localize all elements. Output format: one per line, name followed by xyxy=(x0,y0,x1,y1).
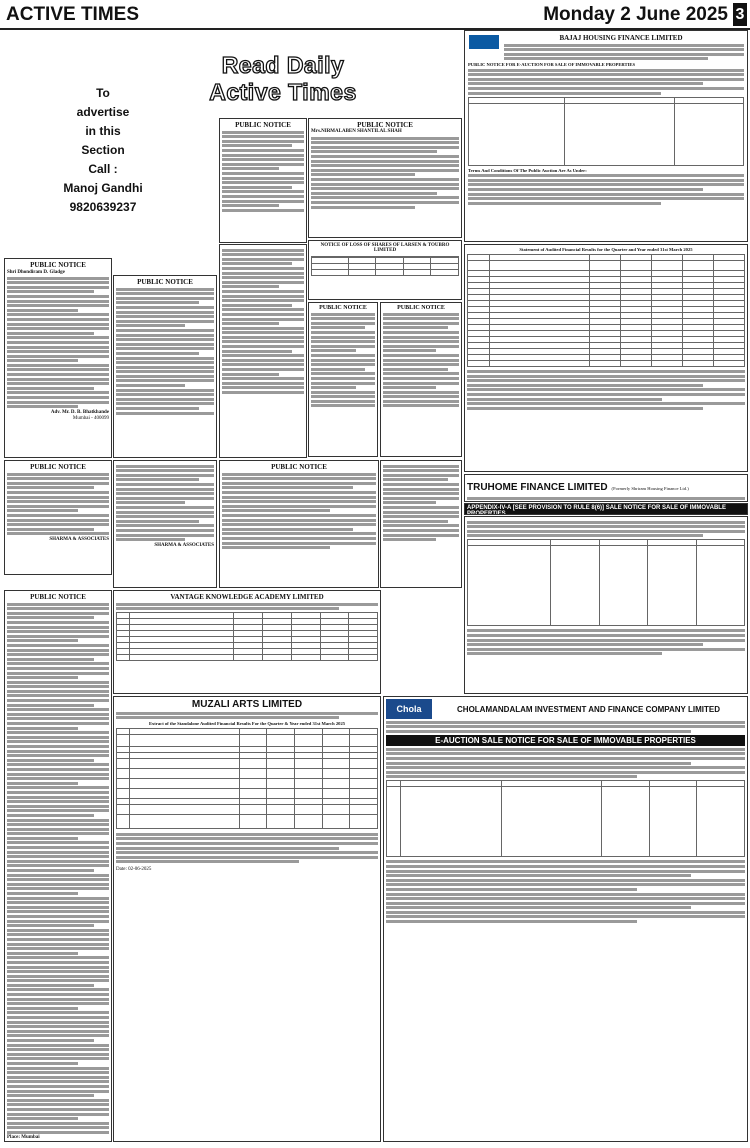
public-notice-7 xyxy=(113,460,217,588)
notice-heading: PUBLIC NOTICE xyxy=(271,463,327,471)
muzali-results xyxy=(113,696,381,1142)
results-table xyxy=(467,254,745,367)
advert-contact-name: Manoj Gandhi xyxy=(63,181,143,195)
notice-heading: PUBLIC NOTICE xyxy=(235,121,291,129)
lost-shares-notice xyxy=(308,240,462,300)
bajaj-housing-notice xyxy=(464,30,748,242)
truhome-table xyxy=(467,539,745,626)
bajaj-property-table xyxy=(468,97,744,166)
notice-body xyxy=(7,277,109,409)
notice-heading: PUBLIC NOTICE xyxy=(319,305,367,311)
muzali-table xyxy=(116,728,378,829)
public-notice-10 xyxy=(4,590,112,1142)
advert-line: in this xyxy=(85,124,121,138)
notice-owner: Shri Dhondiram D. Gladge xyxy=(7,270,65,275)
notice-heading: PUBLIC NOTICE xyxy=(137,278,193,286)
advert-line: To xyxy=(96,86,110,100)
muzali-date: Date: 02-06-2025 xyxy=(116,867,152,873)
advert-line: Section xyxy=(81,143,125,157)
notice-advocate: Adv. Mr. D. B. Bhatkhande xyxy=(50,409,109,415)
bajaj-terms: Terms And Conditions Of The Public Auction Are As Under: xyxy=(468,167,587,173)
chola-notice xyxy=(383,696,748,1142)
public-notice-nirmalaben xyxy=(308,118,462,238)
public-notice-4 xyxy=(219,244,307,458)
notice-place: Mumbai - 400099 xyxy=(72,415,109,421)
public-notice-3 xyxy=(219,118,307,243)
page-number: 3 xyxy=(733,3,747,26)
muzali-title: MUZALI ARTS LIMITED xyxy=(191,699,303,710)
chola-table xyxy=(386,780,745,857)
public-notice-2 xyxy=(113,275,217,458)
appendix-title: SALE NOTICE FOR SALE OF IMMOVABLE PROPERTIES xyxy=(467,505,726,515)
advert-line: advertise xyxy=(76,105,130,119)
bajaj-results xyxy=(464,244,748,472)
public-notice-1 xyxy=(4,258,112,458)
bajaj-subtitle: PUBLIC NOTICE FOR E-AUCTION FOR SALE OF IMMOVABLE PROPERTIES xyxy=(468,61,636,67)
public-notice-sharma xyxy=(4,460,112,575)
muzali-subtitle: Extract of the Standalone Audited Financial Results For the Quarter & Year ended 31st March 2025 xyxy=(148,720,346,726)
masthead-line2: Active Times xyxy=(209,79,357,105)
truhome-subtitle: (Formerly Shriram Housing Finance Ltd.) xyxy=(611,486,689,491)
notice-heading: PUBLIC NOTICE xyxy=(397,305,445,311)
vantage-table xyxy=(116,612,378,661)
appendix-label: APPENDIX-IV-A xyxy=(467,505,512,511)
notice-signatory: SHARMA & ASSOCIATES xyxy=(49,536,109,542)
advert-phone: 9820639237 xyxy=(69,200,137,214)
truhome-title: TRUHOME FINANCE LIMITED xyxy=(467,482,608,493)
bajaj-logo xyxy=(469,35,499,49)
masthead-line1: Read Daily xyxy=(221,52,345,78)
notice-party: Mrs.NIRMALABEN SHANTILAL SHAH xyxy=(311,129,402,134)
notice-signatory: SHARMA & ASSOCIATES xyxy=(154,542,214,548)
chola-eauction-banner: E-AUCTION SALE NOTICE FOR SALE OF IMMOVABLE PROPERTIES xyxy=(386,735,745,746)
public-notice-9 xyxy=(380,460,462,588)
page-header xyxy=(0,0,750,30)
bajaj-title: BAJAJ HOUSING FINANCE LIMITED xyxy=(559,34,683,42)
truhome-notice xyxy=(464,474,748,502)
notice-heading: PUBLIC NOTICE xyxy=(30,463,86,471)
results-title: Statement of Audited Financial Results for the Quarter and Year ended 31st March 2025 xyxy=(519,247,693,252)
lost-shares-table xyxy=(311,256,459,276)
notice-heading: NOTICE OF LOSS OF SHARES OF LARSEN & TOUBRO LIMITED xyxy=(320,243,450,253)
chola-title: CHOLAMANDALAM INVESTMENT AND FINANCE COMPANY LIMITED xyxy=(457,704,720,714)
issue-date: Monday 2 June 2025 xyxy=(543,4,728,25)
notice-heading: PUBLIC NOTICE xyxy=(30,261,86,269)
advertise-box xyxy=(62,84,144,242)
notice-heading: PUBLIC NOTICE xyxy=(30,593,86,601)
appendix-rule: [SEE PROVISION TO RULE 8(6)] xyxy=(512,505,605,511)
notice-place: Place: Mumbai xyxy=(7,1135,40,1141)
public-notice-5 xyxy=(308,302,378,457)
public-notice-6 xyxy=(380,302,462,457)
newspaper-title: ACTIVE TIMES xyxy=(6,4,140,25)
vantage-title: VANTAGE KNOWLEDGE ACADEMY LIMITED xyxy=(170,593,324,601)
masthead xyxy=(176,52,390,110)
vantage-results xyxy=(113,590,381,694)
notice-heading: PUBLIC NOTICE xyxy=(357,121,413,129)
chola-logo: Chola xyxy=(386,699,432,719)
truhome-body xyxy=(464,516,748,694)
public-notice-8 xyxy=(219,460,379,588)
advert-line: Call : xyxy=(88,162,118,176)
appendix-banner xyxy=(464,503,748,515)
